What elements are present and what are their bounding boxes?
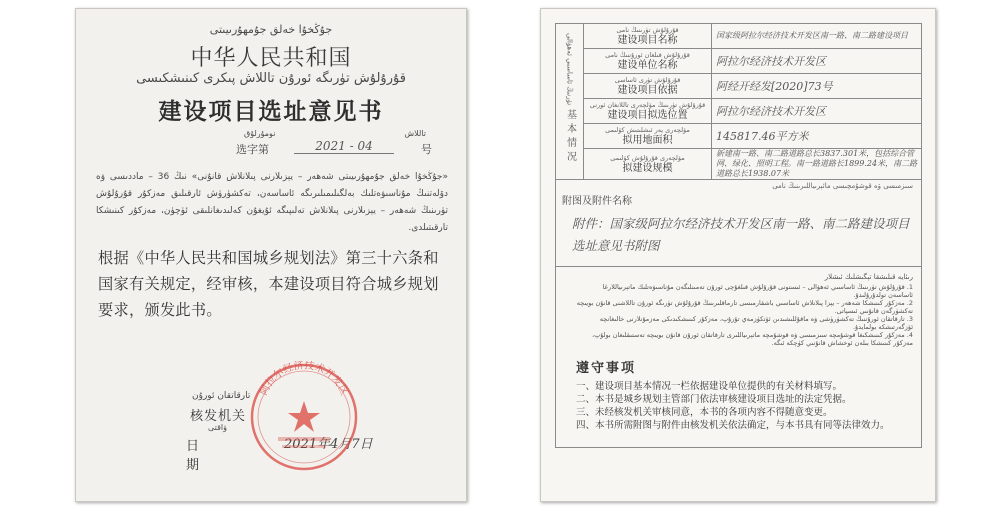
construction-scale-value: 新建南一路、南二路道路总长3837.301米，包括综合管网、绿化、照明工程。南一路道路长1899.24米，南二路道路总长1938.07米 bbox=[712, 149, 922, 180]
table-row bbox=[556, 180, 922, 267]
ug-number-label: نومۇرلۇق bbox=[244, 129, 276, 138]
issuing-authority-label: 核发机关 bbox=[190, 409, 247, 424]
notes-item: 三、未经核发机关审核同意，本书的各项内容不得随意变更。 bbox=[576, 407, 833, 418]
ug-notes-item: 2. مەزكۇر كىنىشكا شەھەر – يېزا پىلانلاش ئاساسىي باشقارمىسى تارماقلىرىنىڭ قۇرۇلۇش تۈرىگە ئورۇن تاللاشنى قانۇن بويىچە تەكشۈرگەن قانۇنىي ئىسپاتى. bbox=[576, 299, 913, 315]
table-row bbox=[556, 74, 922, 99]
certificate-number-value: 2021 - 04 bbox=[294, 139, 394, 154]
ug-field-label: مۆلچەرى يەر ئىشلىتىش كۆلىمى bbox=[605, 125, 690, 134]
table-row bbox=[556, 267, 922, 448]
table-row bbox=[556, 24, 922, 49]
table-row bbox=[556, 49, 922, 74]
certificate-title: 建设项目选址意见书 bbox=[158, 98, 384, 125]
construction-scale-label-cell bbox=[584, 149, 712, 180]
unit-name-value: 阿拉尔经济技术开发区 bbox=[712, 49, 922, 74]
ug-notes-item: 4. مەزكۇر كىنىشكىغا قوشۇمچە سىزمىسى ۋە قوشۇمچە ماتېرىياللىرى تارقاتقان ئورۇن قانۇن بويىچە تەستىقلىغان بولۇپ، مەزكۇر كىنىشكا بىلەن ئوخشاش قانۇنىي كۈچكە ئىگە. bbox=[591, 331, 913, 347]
proposed-location-label-cell bbox=[584, 99, 712, 124]
notes-item: 一、建设项目基本情况一栏依据建设单位提供的有关材料填写。 bbox=[576, 381, 843, 392]
project-name-label-cell bbox=[584, 24, 712, 49]
land-area-value: 145817.46平方米 bbox=[712, 124, 922, 149]
table-row bbox=[556, 149, 922, 180]
notes-cell bbox=[556, 267, 922, 448]
seal-text: 阿拉尔经济技术开发区 bbox=[258, 361, 350, 398]
basic-info-label: 基本情况 bbox=[564, 109, 576, 166]
field-label: 建设项目名称 bbox=[617, 34, 678, 46]
date-label: 日 期 bbox=[186, 439, 200, 473]
certificate-number-row bbox=[236, 141, 432, 157]
ug-basic-info-label: تۈرنىڭ ئاساسىي ئەھۋالى bbox=[565, 32, 574, 106]
prc-title: 中华人民共和国 bbox=[190, 46, 352, 71]
ug-issuing-authority-label: تارقاتقان ئورۇن bbox=[192, 391, 251, 401]
issue-date-value: 2021年4月7日 bbox=[284, 437, 373, 452]
field-label: 建设项目拟选位置 bbox=[607, 109, 688, 121]
unit-name-label-cell bbox=[584, 49, 712, 74]
ug-certificate-title: قۇرۇلۇش تۈرىگە ئورۇن تاللاش پىكرى كىنىشكىسى bbox=[136, 71, 406, 86]
proposed-location-value: 阿拉尔经济技术开发区 bbox=[712, 99, 922, 124]
table-row bbox=[556, 99, 922, 124]
certificate-back-page bbox=[540, 8, 936, 502]
ug-field-label: قۇرۇلۇش تۈرىنىڭ نامى bbox=[616, 25, 679, 34]
field-label: 建设项目依据 bbox=[617, 84, 678, 96]
notes-item: 二、本书是城乡规划主管部门依法审核建设项目选址的法定凭据。 bbox=[576, 394, 852, 405]
official-seal-icon bbox=[248, 361, 360, 473]
ug-notes-title: رىئايە قىلىشقا تېگىشلىك ئىشلار bbox=[824, 273, 913, 281]
attachments-label: 附图及附件名称 bbox=[562, 196, 632, 207]
field-label: 拟用地面积 bbox=[622, 134, 673, 146]
ug-field-label: مۆلچەرى قۇرۇلۇش كۆلىمى bbox=[610, 153, 685, 162]
certificate-number-prefix: 选字第 bbox=[236, 143, 269, 156]
project-basis-value: 阿经开经发[2020]73号 bbox=[712, 74, 922, 99]
project-info-table bbox=[555, 23, 922, 448]
notes-item: 四、本书所需附图与附件由核发机关依法确定，与本书具有同等法律效力。 bbox=[576, 420, 890, 431]
certificate-number-suffix: 号 bbox=[421, 143, 432, 156]
ug-number-label-2: تاللاش bbox=[404, 129, 426, 138]
basic-info-section-header bbox=[556, 24, 584, 180]
ug-prc-title: جۇڭخۇا خەلق جۇمھۇرىيىتى bbox=[209, 23, 333, 36]
legal-basis-paragraph: 根据《中华人民共和国城乡规划法》第三十六条和国家有关规定，经审核，本建设项目符合城乡规划要求，颁发此书。 bbox=[98, 249, 439, 319]
ug-notes-item: 3. تارقاتقان ئورۇننىڭ تەكشۈرۈشى ۋە ماقۇللىشىدىن ئۆتكۈزمەي تۇرۇپ، مەزكۇر كىنىشكىدىكى مەزمۇنلارنى خالىغانچە ئۆزگەرتىشكە بولمايدۇ. bbox=[599, 315, 913, 331]
ug-attachments-label: سىزمىسى ۋە قوشۇمچىسى مائېرىياللىرىنىڭ نامى bbox=[772, 182, 913, 190]
field-label: 拟建设规模 bbox=[622, 162, 673, 174]
field-label: 建设单位名称 bbox=[617, 59, 678, 71]
ug-field-label: قۇرۇلۇش تۈرىنىڭ مۆلچەرى تاللانغان ئورنى bbox=[589, 100, 706, 109]
ug-field-label: قۇرۇلۇش قىلغان ئورۇننىڭ نامى bbox=[605, 50, 690, 59]
certificate-front-page bbox=[75, 8, 467, 502]
project-name-value: 国家级阿拉尔经济技术开发区南一路、南二路建设项目 bbox=[712, 24, 922, 49]
attachments-value: 附件：国家级阿拉尔经济技术开发区南一路、南二路建设项目选址意见书附图 bbox=[572, 216, 910, 253]
land-area-label-cell bbox=[584, 124, 712, 149]
table-row bbox=[556, 124, 922, 149]
notes-title: 遵守事项 bbox=[576, 361, 637, 376]
ug-legal-basis-paragraph: «جۇڭخۇا خەلق جۇمھۇرىيىتى شەھەر – يېزىلارنى پىلانلاش قانۇنى» نىڭ 36 – ماددىسى ۋە دۆلەتنىڭ مۇناسىۋەتلىك بەلگىلىمىلىرىگە ئاساسەن، تەكشۈرۈش ئارقىلىق مەزكۇر قۇرۇلۇش تۈرىنىڭ شەھەر – يېزىلارنى پىلانلاش تەلىپىگە ئۇيغۇن كەلىدىغانلىقى ئۈچۈن، مەزكۇر كىنىشكا تارقىتىلدى. bbox=[96, 172, 448, 233]
attachments-cell bbox=[556, 180, 922, 267]
ug-date-label: ۋاقتى bbox=[208, 423, 227, 432]
ug-notes-item: 1. قۇرۇلۇش تۈرىنىڭ ئاساسىي ئەھۋالى – ئىستونى قۇرۇلۇش قىلغۇچى ئورۇن تەمىنلىگەن مۇناسىۋەتلىك ماتېرىياللارغا ئاساسەن تولدۇرۇلىدۇ. bbox=[602, 283, 913, 299]
ug-field-label: قۇرۇلۇش تۈرى ئاساسى bbox=[614, 75, 681, 84]
project-basis-label-cell bbox=[584, 74, 712, 99]
svg-text:阿拉尔经济技术开发区 bbox=[258, 361, 351, 397]
